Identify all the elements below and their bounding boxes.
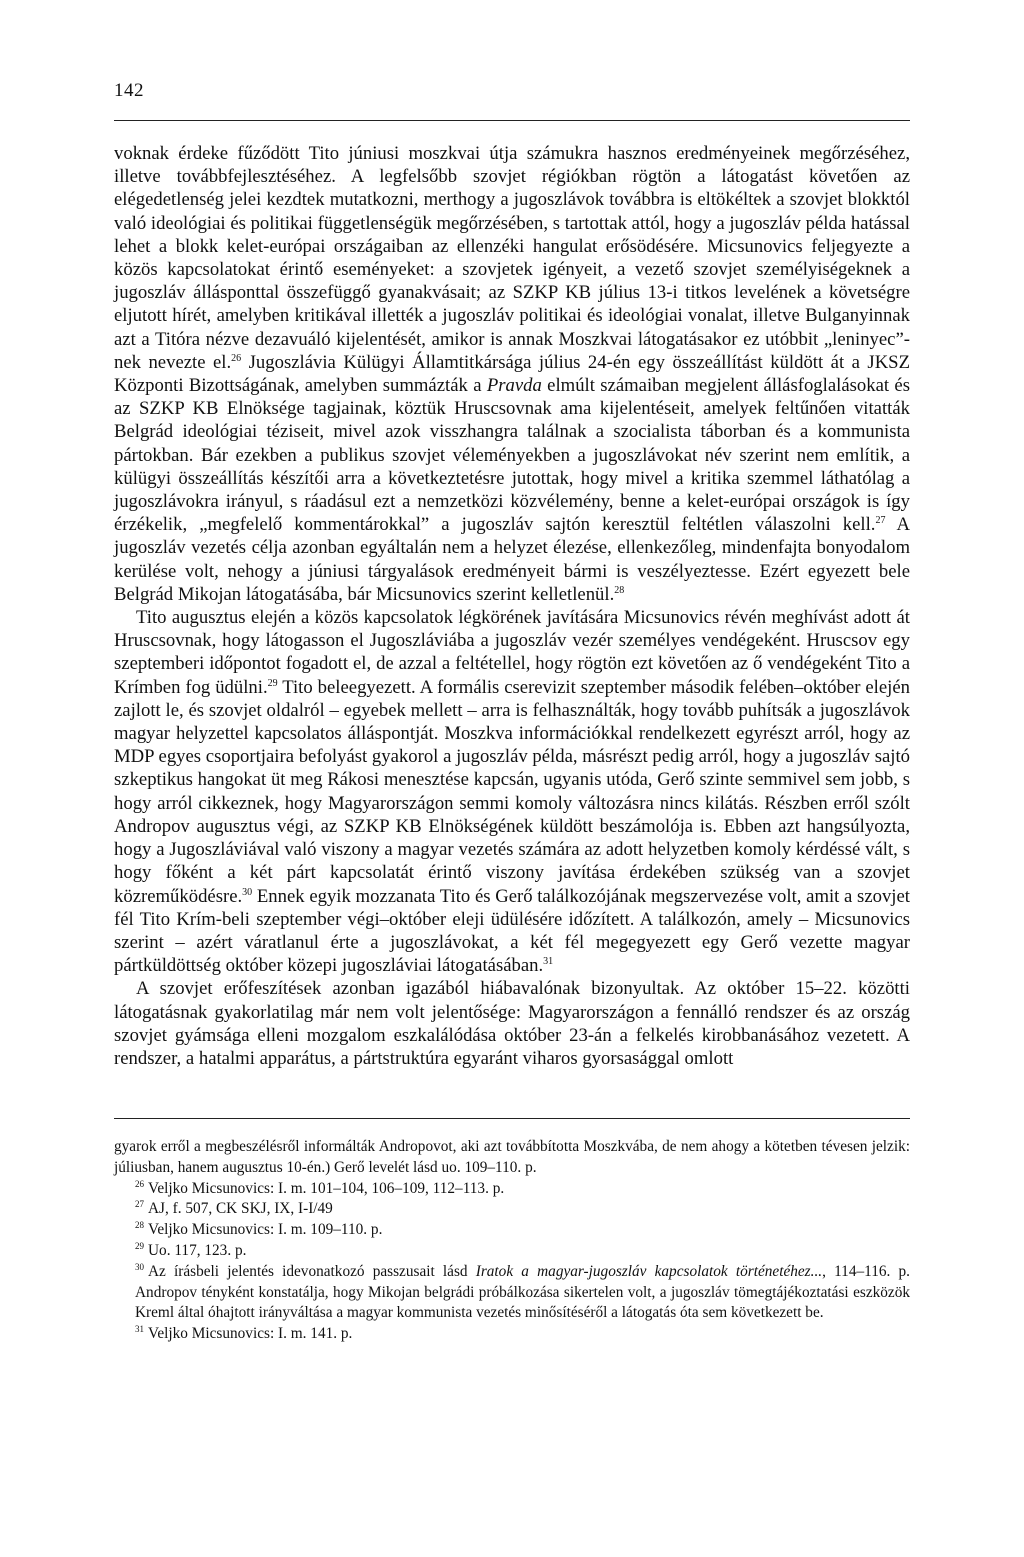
paragraph-1-text-d: A jugoszláv vezetés célja azonban egyáltalán nem a helyzet élezése, ellenkezőleg, mindenfajta bonyodalom kerülése volt, nehogy a júniusi tárgyalások eredményeit bármi is veszélyeztesse. Ezért egyezett bele Belgrád Mikojan látogatásába, bár Micsunovics szerint kelletlenül. <box>114 514 910 605</box>
footnote-ref-30: 30 <box>242 886 253 898</box>
footnote-26-number: 26 <box>135 1178 144 1189</box>
footnote-ref-27: 27 <box>875 515 886 527</box>
footnote-31-text: Veljko Micsunovics: I. m. 141. p. <box>148 1325 353 1343</box>
paragraph-3: A szovjet erőfeszítések azonban igazából hiábavalónak bizonyultak. Az október 15–22. közötti látogatásnak gyakorlatilag már nem volt jelentősége: Magyarországon a fennálló rendszer és az ország szovjet gyámsága elleni mozgalom eszkalálódása október 23-án a felkelés kirobbanásához vezetett. A rendszer, a hatalmi apparátus, a pártstruktúra egyaránt viharos gyorsasággal omlott <box>114 978 910 1069</box>
footnote-27-text: AJ, f. 507, CK SKJ, IX, I-I/49 <box>148 1200 333 1218</box>
footnote-ref-29: 29 <box>267 677 278 689</box>
footnote-27-number: 27 <box>135 1199 144 1210</box>
footnote-29-number: 29 <box>135 1240 144 1251</box>
paragraph-2-text-a: Tito augusztus elején a közös kapcsolatok légkörének javítására Micsunovics révén meghívást adott át Hruscsovnak, hogy látogasson el Jugoszláviába a jugoszláv vezér személyes vendégeként. Hruscsov egy szeptemberi időpontot fogadott el, de azzal a feltétellel, hogy rögtön ezt követően az ő vendégeként Tito a Krímben fog üdülni. <box>114 607 910 698</box>
footnote-28 <box>114 1220 910 1241</box>
paragraph-1-text-a: voknak érdeke fűződött Tito júniusi moszkvai útja számukra hasznos eredményeinek megőrzéséhez, illetve továbbfejlesztéséhez. A legfelsőbb szovjet régiókban rögtön a látogatást követően az elégedetlenség jelei kezdtek mutatkozni, merthogy a jugoszlávok továbbra is eltökéltek a szovjet blokktól való ideológiai és politikai függetlenségük megőrzésében, s tartottak attól, hogy a jugoszláv példa hatással lehet a blokk kelet-európai országaiban az ellenzéki hangulat erősödésére. Micsunovics feljegyezte a közös kapcsolatokat érintő eseményeket: a szovjetek igényeit, a vezető szovjet személyiségeknek a jugoszláv állásponttal összefüggő gyanakvásait; az SZKP KB július 13-i titkos levelének a követségre eljutott hírét, amelyben kritikával illették a jugoszláv politikai és ideológiai vonalat, illetve Bulganyinnak azt a Titóra nézve dezavuáló kijelentését, amikor is annak Moszkvai látogatásakor ez utóbbit „leninyec”-nek nevezte el. <box>114 143 910 373</box>
footnote-continuation: gyarok erről a megbeszélésről informálták Andropovot, aki azt továbbította Moszkvába, de nem ahogy a kötetben tévesen jelzik: júliusban, hanem augusztus 10-én.) Gerő levelét lásd uo. 109–110. p. <box>114 1138 910 1176</box>
footnote-26 <box>114 1179 910 1200</box>
paragraph-1 <box>114 142 910 606</box>
header-rule <box>114 120 910 121</box>
paragraph-1-text-b: Jugoszlávia Külügyi Államtitkársága július 24-én egy összeállítást küldött át a JKSZ Központi Bizottságának, amelyben summázták a <box>114 351 910 397</box>
footnote-26-text: Veljko Micsunovics: I. m. 101–104, 106–109, 112–113. p. <box>148 1179 505 1197</box>
footnote-30-number: 30 <box>135 1261 144 1272</box>
footnote-30-text-a: Az írásbeli jelentés idevonatkozó passzusait lásd <box>148 1262 476 1280</box>
footnote-rule <box>114 1118 910 1119</box>
main-text <box>114 142 910 1070</box>
footnote-30-cited-title: Iratok a magyar-jugoszláv kapcsolatok történetéhez... <box>475 1262 823 1280</box>
paragraph-2-text-c: Ennek egyik mozzanata Tito és Gerő találkozójának megszervezése volt, amit a szovjet fél Tito Krím-beli szeptember végi–október eleji üdülésére időzített. A találkozón, amely – Micsunovics szerint – azért váratlanul érte a jugoszlávokat, a két fél megegyezett egy Gerő vezette magyar pártküldöttség október közepi jugoszláviai látogatásában. <box>114 885 910 977</box>
footnote-ref-28: 28 <box>614 584 625 596</box>
footnote-30 <box>114 1262 910 1324</box>
pravda-title: Pravda <box>486 375 542 397</box>
footnote-31-number: 31 <box>135 1324 144 1335</box>
footnote-30-text-b: , 114–116. p. Andropov tényként konstatálja, hogy Mikojan belgrádi próbálkozása sikertelen volt, a jugoszláv tömegtájékoztatási eszközök Kreml által óhajtott irányváltása a magyar kommunista vezetés minősítéséről a látogatás óta sem következett be. <box>135 1262 910 1322</box>
footnote-28-number: 28 <box>135 1220 144 1231</box>
page-number: 142 <box>114 80 144 101</box>
footnotes <box>114 1137 910 1345</box>
footnote-ref-31: 31 <box>543 956 554 968</box>
paragraph-2 <box>114 606 910 977</box>
paragraph-1-text-c: elmúlt számaiban megjelent állásfoglalásokat és az SZKP KB Elnöksége tagjainak, köztük Hruscsovnak ama kijelentéseit, amelyek feltűnően vitatták Belgrád ideológiai téziseit, mivel azok visszhangra találnak a szocialista táborban és a kommunista pártokban. Bár ezekben a publikus szovjet véleményekben a jugoszlávokat név szerint nem említik, a külügyi összeállítás készítői arra a következtetésre jutottak, hogy mivel a kritika szemmel láthatólag a jugoszlávokra irányul, s ráadásul ezt a nemzetközi közvélemény, benne a kelet-európai országok is így érzékelik, „megfelelő kommentárokkal” a jugoszláv sajtón keresztül feltétlen válaszolni kell. <box>114 375 910 536</box>
paragraph-2-text-b: Tito beleegyezett. A formális cserevizit szeptember második felében–október elején zajlott le, és szovjet oldalról – egyebek mellett – arra is felhasználták, hogy tovább puhítsák a jugoszlávok magyar helyzettel kapcsolatos álláspontját. Moszkva információkkal rendelkezett egyrészt arról, hogy az MDP egyes csoportjaira befolyást gyakorol a jugoszláv példa, másrészt pedig arról, hogy a jugoszláv sajtó szkeptikus hangokat üt meg Rákosi menesztése kapcsán, ugyanis utóda, Gerő szinte semmivel sem jobb, s hogy arról cikkeznek, hogy Magyarországon semmi komoly változásra nincs kilátás. Részben erről szólt Andropov augusztus végi, az SZKP KB Elnökségének küldött beszámolója is. Ebben azt hangsúlyozta, hogy a Jugoszláviával való viszony a magyar vezetés számára az adott helyzetben komoly kérdéssé vált, s hogy főként a két párt kapcsolatát érintő viszony javítása érdekében szükség van a szovjet közreműködésre. <box>114 676 910 907</box>
footnote-28-text: Veljko Micsunovics: I. m. 109–110. p. <box>148 1221 383 1239</box>
footnote-29-text: Uo. 117, 123. p. <box>148 1241 247 1259</box>
footnote-ref-26: 26 <box>231 352 242 364</box>
footnote-27 <box>114 1199 910 1220</box>
footnote-29 <box>114 1241 910 1262</box>
footnote-31 <box>114 1324 910 1345</box>
